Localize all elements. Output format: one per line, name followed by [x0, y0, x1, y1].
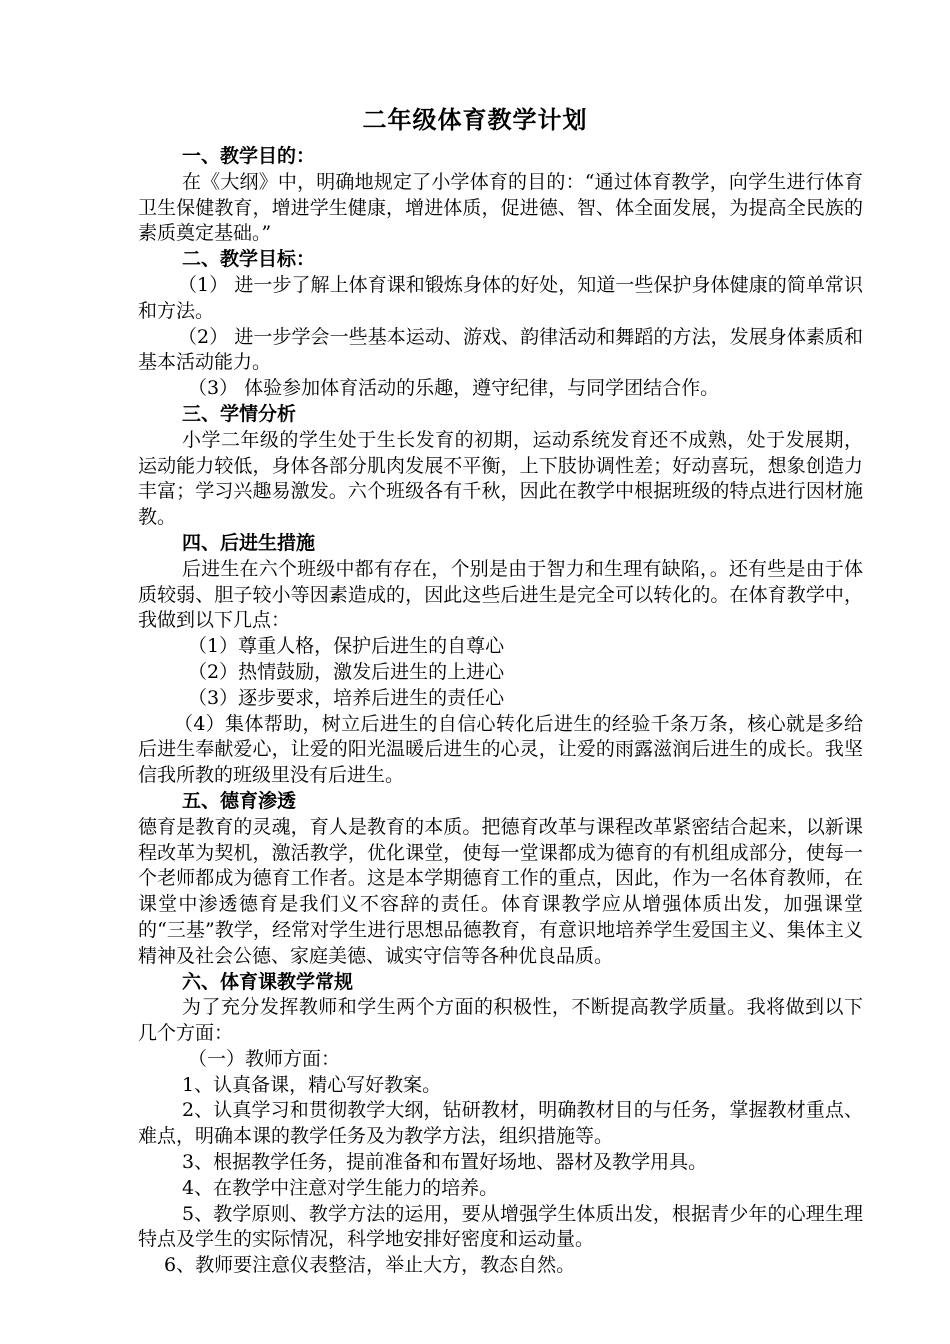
paragraph-measures: 后进生在六个班级中都有存在，个别是由于智力和生理有缺陷，。还有些是由于体质较弱、胆子较小等因素造成的，因此这些后进生是完全可以转化的。在体育教学中，我做到以下几点： [138, 557, 863, 632]
goal-item-3: （3） 体验参加体育活动的乐趣，遵守纪律，与同学团结合作。 [188, 377, 720, 400]
measure-item-2: （2）热情鼓励，激发后进生的上进心 [188, 660, 505, 683]
goal-item-2: （2） 进一步学会一些基本运动、游戏、韵律活动和舞蹈的方法，发展身体素质和基本活动能力。 [138, 325, 863, 374]
section-heading-goals: 二、教学目标： [182, 248, 316, 271]
paragraph-routine: 为了充分发挥教师和学生两个方面的积极性，不断提高教学质量。我将做到以下几个方面： [138, 996, 863, 1045]
subsection-heading-teacher: （一）教师方面： [188, 1047, 341, 1070]
section-heading-moral: 五、德育渗透 [182, 789, 297, 812]
routine-item-3: 3、根据教学任务，提前准备和布置好场地、器材及教学用具。 [182, 1151, 708, 1174]
paragraph-purpose: 在《大纲》中，明确地规定了小学体育的目的：“通过体育教学，向学生进行体育卫生保健教育，增进学生健康，增进体质，促进德、智、体全面发展，为提高全民族的素质奠定基础。” [138, 170, 863, 245]
measure-item-1: （1）尊重人格，保护后进生的自尊心 [188, 635, 505, 658]
goal-item-1: （1） 进一步了解上体育课和锻炼身体的好处，知道一些保护身体健康的简单常识和方法。 [138, 273, 863, 322]
routine-item-1: 1、认真备课，精心写好教案。 [182, 1073, 442, 1096]
section-heading-routine: 六、体育课教学常规 [182, 970, 354, 993]
routine-item-6: 6、教师要注意仪表整洁，举止大方，教态自然。 [164, 1254, 576, 1277]
page-title: 二年级体育教学计划 [362, 106, 588, 134]
section-heading-measures: 四、后进生措施 [182, 531, 316, 554]
routine-item-2: 2、认真学习和贯彻教学大纲，钻研教材，明确教材目的与任务，掌握教材重点、难点，明确本课的教学任务及为教学方法，组织措施等。 [138, 1099, 863, 1148]
measure-item-4: （4）集体帮助，树立后进生的自信心转化后进生的经验千条万条，核心就是多给后进生奉献爱心，让爱的阳光温暖后进生的心灵，让爱的雨露滋润后进生的成长。我坚信我所教的班级里没有后进生。 [138, 712, 863, 787]
document-body [138, 144, 863, 1279]
section-heading-purpose: 一、教学目的： [182, 145, 316, 167]
section-heading-analysis: 三、学情分析 [182, 402, 297, 425]
routine-item-5: 5、教学原则、教学方法的运用，要从增强学生体质出发，根据青少年的心理生理特点及学生的实际情况，科学地安排好密度和运动量。 [138, 1202, 863, 1251]
paragraph-moral: 德育是教育的灵魂，育人是教育的本质。把德育改革与课程改革紧密结合起来，以新课程改革为契机，激活教学，优化课堂，使每一堂课都成为德育的有机组成部分，使每一个老师都成为德育工作者。这是本学期德育工作的重点，因此，作为一名体育教师，在课堂中渗透德育是我们义不容辞的责任。体育课教学应从增强体质出发，加强课堂的“三基”教学，经常对学生进行思想品德教育，有意识地培养学生爱国主义、集体主义精神及社会公德、家庭美德、诚实守信等各种优良品质。 [138, 815, 863, 967]
routine-item-4: 4、在教学中注意对学生能力的培养。 [182, 1176, 499, 1199]
measure-item-3: （3）逐步要求，培养后进生的责任心 [188, 686, 505, 709]
paragraph-analysis: 小学二年级的学生处于生长发育的初期，运动系统发育还不成熟，处于发展期，运动能力较低，身体各部分肌肉发展不平衡，上下肢协调性差；好动喜玩，想象创造力丰富；学习兴趣易激发。六个班级各有千秋，因此在教学中根据班级的特点进行因材施教。 [138, 428, 863, 529]
